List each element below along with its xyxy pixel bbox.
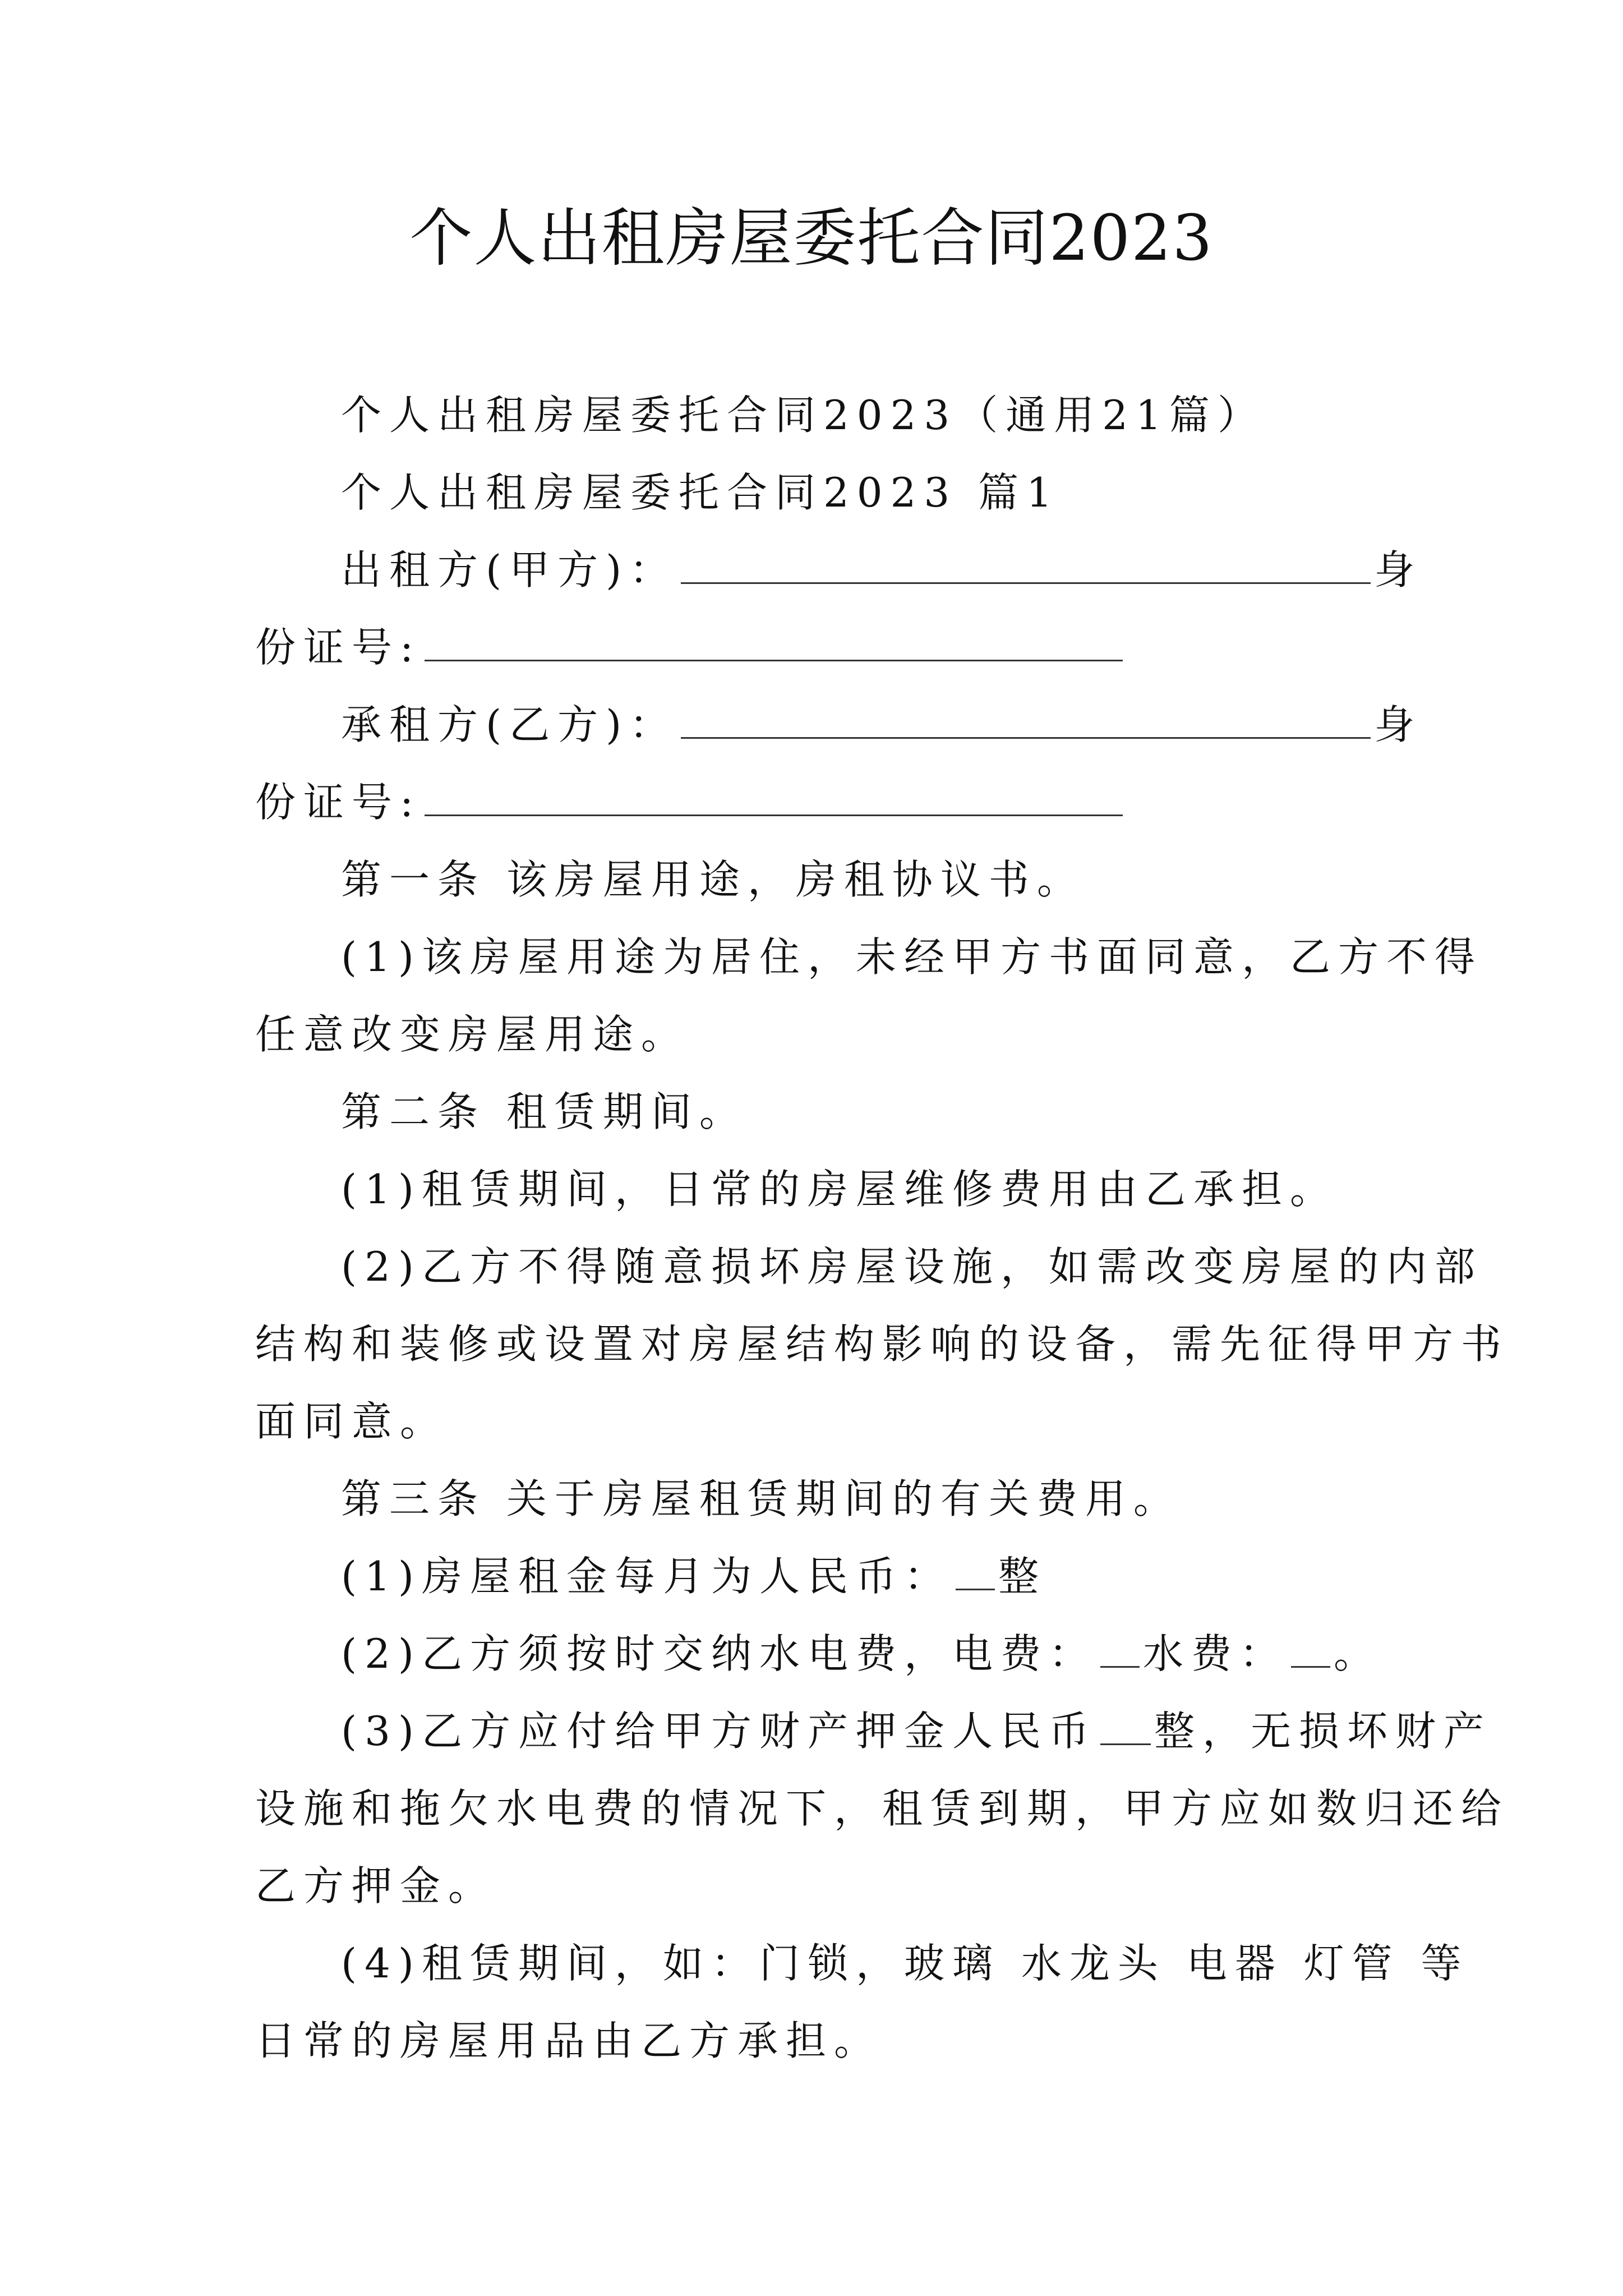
rent-amount-blank[interactable] (956, 1555, 995, 1590)
article-1-heading: 第一条 该房屋用途，房租协议书。 (341, 856, 1085, 903)
lessor-name-blank[interactable] (681, 549, 1371, 584)
paragraph-line: (2)乙方不得随意损坏房屋设施，如需改变房屋的内部 (341, 1243, 1483, 1290)
lessor-id-line: 份证号: (255, 619, 1126, 675)
deposit-line: (3)乙方应付给甲方财产押金人民币 整，无损坏财产 (341, 1708, 1492, 1755)
paragraph-line: 乙方押金。 (255, 1862, 497, 1910)
lessor-id-blank[interactable] (425, 626, 1123, 661)
deposit-amount-blank[interactable] (1100, 1710, 1151, 1745)
article-3-heading: 第三条 关于房屋租赁期间的有关费用。 (341, 1475, 1182, 1522)
paragraph-line: 日常的房屋用品由乙方承担。 (255, 2017, 883, 2064)
paragraph-line: 设施和拖欠水电费的情况下，租赁到期，甲方应如数归还给 (255, 1785, 1510, 1832)
paragraph-line: 结构和装修或设置对房屋结构影响的设备，需先征得甲方书 (255, 1320, 1510, 1368)
paragraph-line: 任意改变房屋用途。 (255, 1011, 690, 1058)
utilities-line: (2)乙方须按时交纳水电费，电费： 水费： 。 (341, 1630, 1382, 1677)
electricity-fee-blank[interactable] (1100, 1632, 1140, 1668)
lessor-line: 出租方(甲方)： 身 (341, 546, 1423, 593)
paragraph-line: (1)租赁期间，日常的房屋维修费用由乙承担。 (341, 1166, 1338, 1213)
paragraph-line: (1)该房屋用途为居住，未经甲方书面同意，乙方不得 (341, 933, 1483, 981)
rent-line: (1)房屋租金每月为人民币： 整 (341, 1553, 1047, 1600)
section-heading: 个人出租房屋委托合同2023 篇1 (341, 469, 1060, 516)
lessee-id-blank[interactable] (425, 781, 1123, 816)
water-fee-blank[interactable] (1291, 1632, 1330, 1668)
article-2-heading: 第二条 租赁期间。 (341, 1088, 748, 1135)
lessee-line: 承租方(乙方)： 身 (341, 701, 1423, 748)
subtitle: 个人出租房屋委托合同2023（通用21篇） (341, 392, 1266, 439)
document-title: 个人出租房屋委托合同2023 (409, 202, 1214, 275)
lessee-name-blank[interactable] (681, 703, 1371, 739)
paragraph-line: 面同意。 (255, 1398, 449, 1445)
lessee-id-line: 份证号: (255, 774, 1126, 830)
paragraph-line: (4)租赁期间，如：门锁，玻璃 水龙头 电器 灯管 等 (341, 1940, 1469, 1987)
